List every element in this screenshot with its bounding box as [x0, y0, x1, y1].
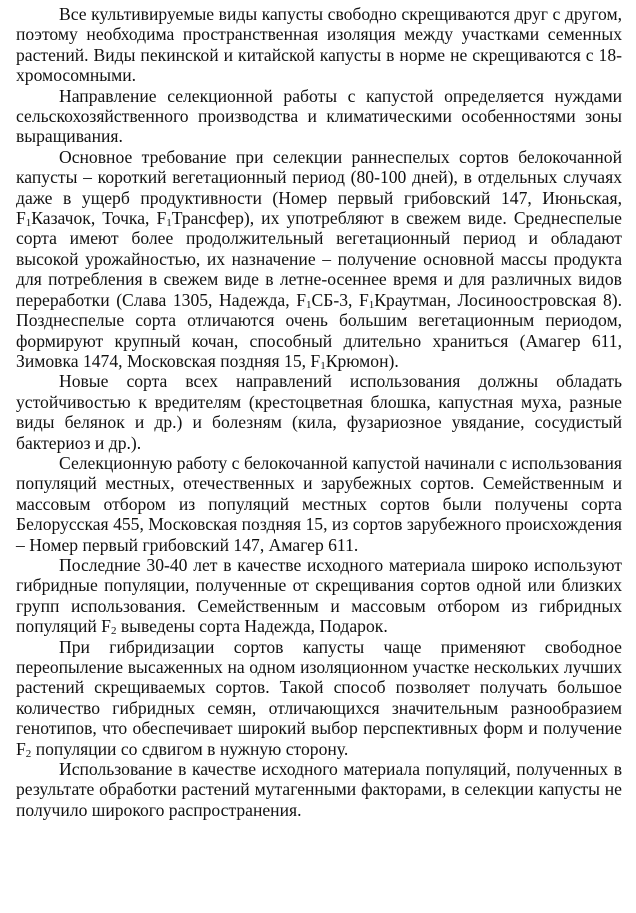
subscript-index: 1 — [320, 359, 326, 372]
subscript-index: 1 — [166, 217, 172, 230]
paragraph-p7 — [16, 637, 622, 759]
paragraph-text: Трансфер), их употребляют в свежем виде. Среднеспелые сорта имеют более продолжительный вегетационный период и обладают высокой урожайностью, их назначение – получение основной массы продукта для потребления в свежем виде в летне-осеннее время и для различных видов переработки (Слава 1305, Надежда, F — [16, 208, 622, 310]
paragraph-text: Направление селекционной работы с капустой определяется нуждами сельскохозяйственного производства и климатическими особенностями зоны выращивания. — [16, 85, 622, 147]
paragraph-text: Крюмон). — [325, 350, 399, 371]
paragraph-text: Новые сорта всех направлений использования должны обладать устойчивостью к вредителям (крестоцветная блошка, капустная муха, разные виды белянок и др.) и болезням (кила, фузариозное увядание, сосудистый бактериоз и др.). — [16, 371, 622, 453]
paragraph-text: Селекционную работу с белокочанной капустой начинали с использования популяций местных, отечественных и зарубежных сортов. Семейственным и массовым отбором из популяций местных сортов были получены сорта Белорусская 455, Московская поздняя 15, из сортов зарубежного происхождения – Номер первый грибовский 147, Амагер 611. — [16, 452, 622, 555]
paragraph-p6 — [16, 555, 622, 637]
paragraph-p8 — [16, 759, 622, 820]
subscript-index: 1 — [368, 298, 375, 311]
subscript-index: 1 — [306, 298, 312, 311]
paragraph-p5 — [16, 453, 622, 555]
paragraph-text: Все культивируемые виды капусты свободно скрещиваются друг с другом, поэтому необходима пространственная изоляция между участками семенных растений. Виды пекинской и китайской капусты в норме не скрещиваются с 18-хромосомными. — [16, 4, 622, 86]
paragraph-text: выведены сорта Надежда, Подарок. — [116, 616, 388, 637]
paragraph-text: Казачок, Точка, F — [31, 208, 167, 229]
paragraph-text: Основное требование при селекции раннеспелых сортов белокочанной капусты – короткий вегетационный период (80-100 дней), в отдельных случаях даже в ущерб продуктивности (Номер первый грибовский 147, Июньская, F — [16, 146, 622, 229]
document-page — [16, 4, 622, 820]
paragraph-text: Краутман, Лосиноостровская 8). Позднеспелые сорта отличаются очень большим вегетационным периодом, формируют крупный кочан, способный длительно храниться (Амагер 611, Зимовка 1474, Московская поздняя 15, F — [16, 289, 623, 371]
paragraph-p4 — [16, 371, 622, 453]
paragraph-p3 — [16, 147, 622, 371]
paragraph-text: Последние 30-40 лет в качестве исходного материала широко используют гибридные популяции, полученные от скрещивания сортов одной или близких групп использования. Семейственным и массовым отбором из гибридных популяций F — [16, 554, 622, 637]
subscript-index: 1 — [25, 217, 32, 230]
subscript-index: 2 — [110, 625, 117, 638]
subscript-index: 2 — [25, 747, 32, 760]
paragraph-text: популяции со сдвигом в нужную сторону. — [31, 738, 349, 759]
paragraph-p1 — [16, 4, 622, 86]
paragraph-text: СБ-3, F — [311, 289, 369, 310]
paragraph-p2 — [16, 86, 622, 147]
paragraph-text: Использование в качестве исходного материала популяций, полученных в результате обработки растений мутагенными факторами, в селекции капусты не получило широкого распространения. — [16, 759, 622, 820]
paragraph-text: При гибридизации сортов капусты чаще применяют свободное переопыление высаженных на одном изоляционном участке нескольких лучших растений скрещиваемых сортов. Такой способ позволяет получать большое количество гибридных семян, отличающихся значительным разнообразием генотипов, что обеспечивает широкий выбор перспективных форм и получение F — [16, 636, 622, 759]
